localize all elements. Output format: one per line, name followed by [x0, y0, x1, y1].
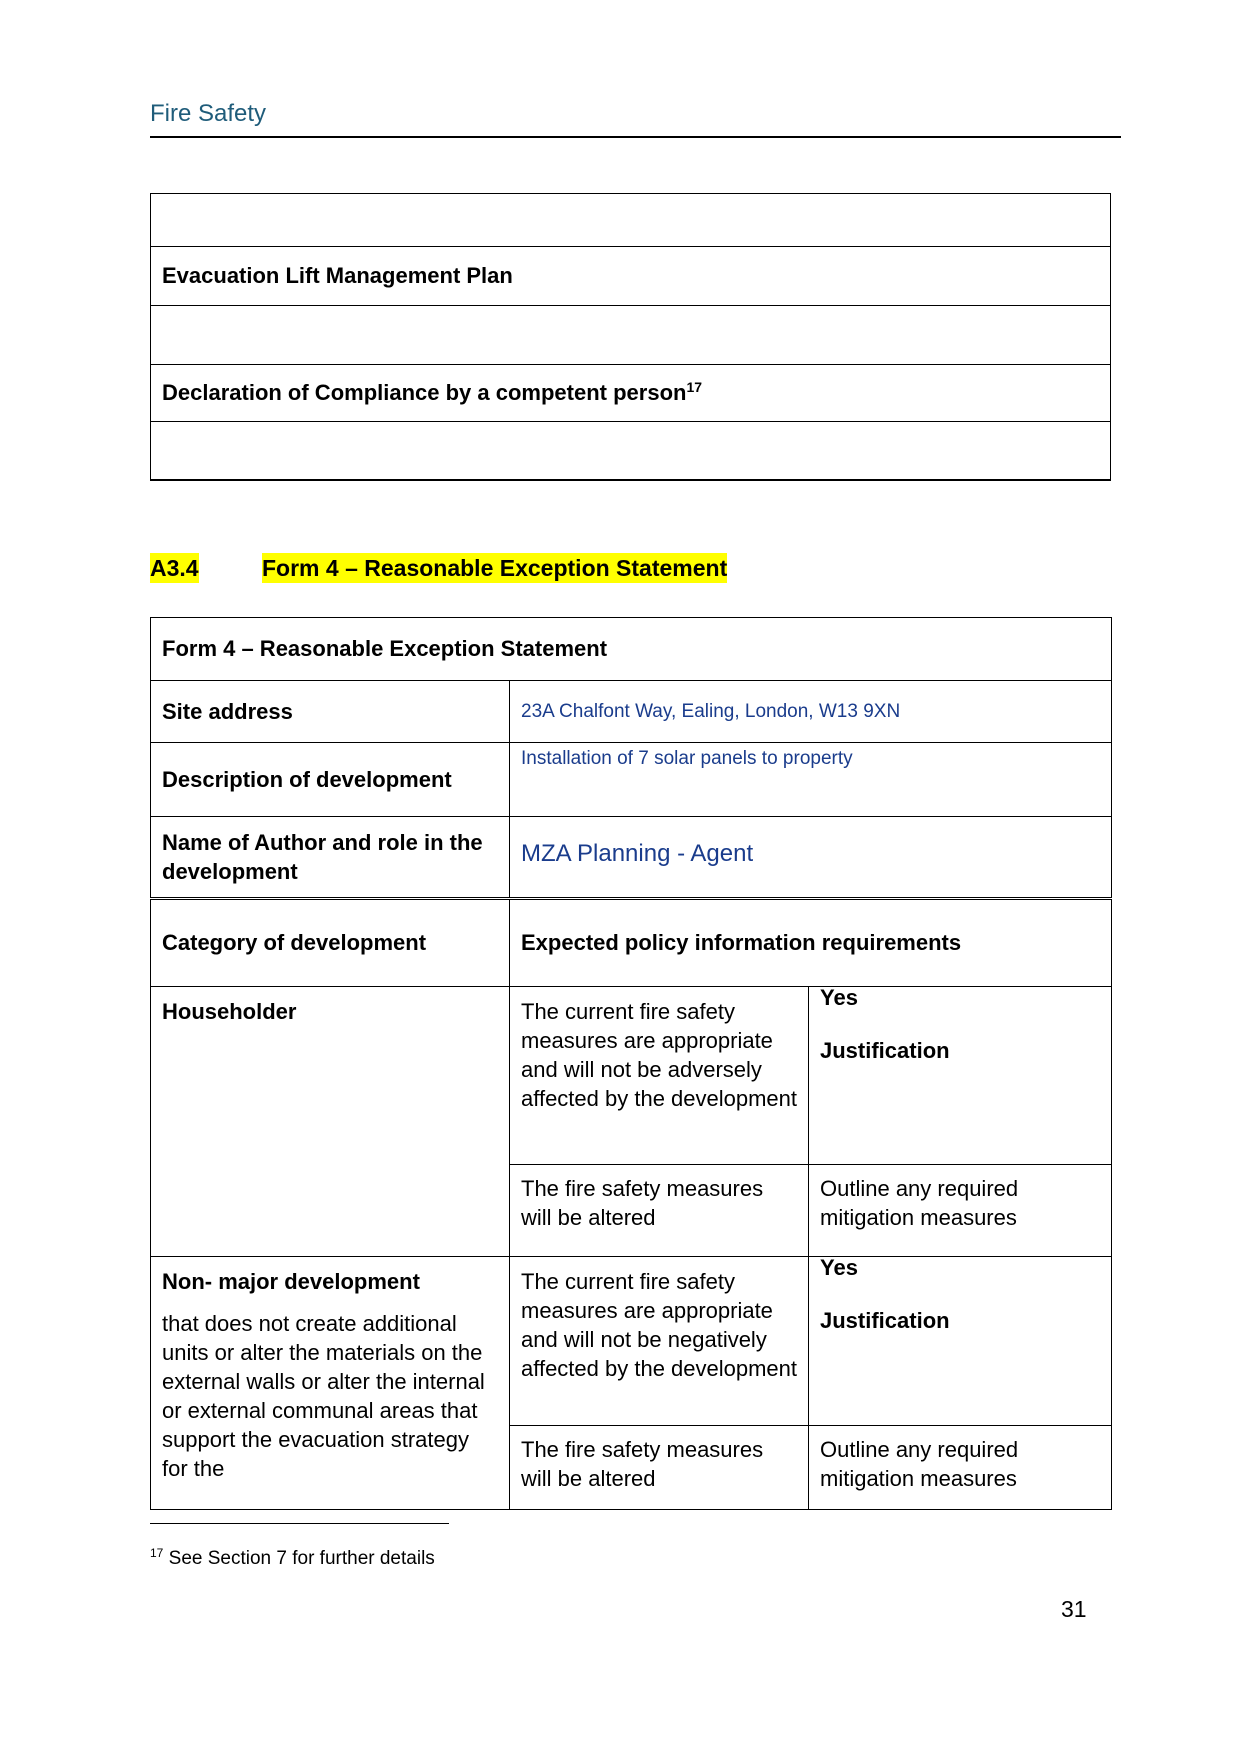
category-non-major: [151, 1257, 510, 1510]
running-header-title: Fire Safety: [150, 100, 267, 127]
justification-label: Justification: [820, 1308, 950, 1333]
table-row: [151, 987, 1112, 1165]
yes-label: Yes: [820, 985, 858, 1010]
description-label: Description of development: [151, 743, 510, 817]
option-statement: The fire safety measures will be altered: [510, 1426, 809, 1510]
declaration-of-compliance-label: Declaration of Compliance by a competent person: [162, 380, 687, 405]
author-row: [151, 817, 1112, 899]
category-description: that does not create additional units or alter the materials on the external walls or alter the internal or external communal areas that support the evacuation strategy for the: [162, 1311, 485, 1481]
section-number: A3.4: [150, 555, 199, 581]
footnote-text: See Section 7 for further details: [168, 1548, 435, 1569]
option-statement: The current fire safety measures are appropriate and will not be adversely affected by the development: [510, 987, 809, 1165]
footnote-divider: [150, 1523, 449, 1524]
description-row: [151, 743, 1112, 817]
author-value[interactable]: MZA Planning - Agent: [510, 817, 1112, 899]
description-value[interactable]: Installation of 7 solar panels to property: [510, 743, 1112, 817]
empty-cell[interactable]: [151, 194, 1111, 247]
option-statement: The fire safety measures will be altered: [510, 1165, 809, 1257]
category-householder: Householder: [151, 987, 510, 1257]
footnote-number: 17: [150, 1546, 164, 1560]
table-row: [151, 1257, 1112, 1426]
option-response-cell[interactable]: [809, 1257, 1112, 1426]
table-row: [151, 306, 1111, 365]
empty-cell[interactable]: [151, 422, 1111, 481]
author-label: Name of Author and role in the development: [151, 817, 510, 899]
footnote: [150, 1548, 435, 1570]
form-title-row: [151, 618, 1112, 681]
table-row: [151, 365, 1111, 422]
header-divider: [150, 136, 1121, 138]
footnote-reference[interactable]: 17: [686, 379, 703, 395]
form-title: Form 4 – Reasonable Exception Statement: [151, 618, 1112, 681]
section-title: Form 4 – Reasonable Exception Statement: [262, 555, 728, 581]
option-statement: The current fire safety measures are appropriate and will not be negatively affected by the development: [510, 1257, 809, 1426]
site-address-row: [151, 681, 1112, 743]
fire-strategy-documents-table: [150, 193, 1111, 481]
reasonable-exception-form-table: [150, 617, 1112, 1510]
requirements-column-header: Expected policy information requirements: [510, 899, 1112, 987]
site-address-label: Site address: [151, 681, 510, 743]
page-number: 31: [1061, 1596, 1087, 1622]
table-row: [151, 194, 1111, 247]
category-name: Non- major development: [162, 1269, 420, 1294]
declaration-of-compliance-cell: [151, 365, 1111, 422]
site-address-value[interactable]: 23A Chalfont Way, Ealing, London, W13 9XN: [510, 681, 1112, 743]
column-header-row: [151, 899, 1112, 987]
evacuation-lift-plan-label: Evacuation Lift Management Plan: [151, 247, 1111, 306]
empty-cell[interactable]: [151, 306, 1111, 365]
justification-label: Justification: [820, 1038, 950, 1063]
option-response-cell[interactable]: [809, 987, 1112, 1165]
table-row: [151, 422, 1111, 481]
table-row: [151, 247, 1111, 306]
yes-label: Yes: [820, 1255, 858, 1280]
category-column-header: Category of development: [151, 899, 510, 987]
mitigation-measures-cell[interactable]: Outline any required mitigation measures: [809, 1165, 1112, 1257]
mitigation-measures-cell[interactable]: Outline any required mitigation measures: [809, 1426, 1112, 1510]
